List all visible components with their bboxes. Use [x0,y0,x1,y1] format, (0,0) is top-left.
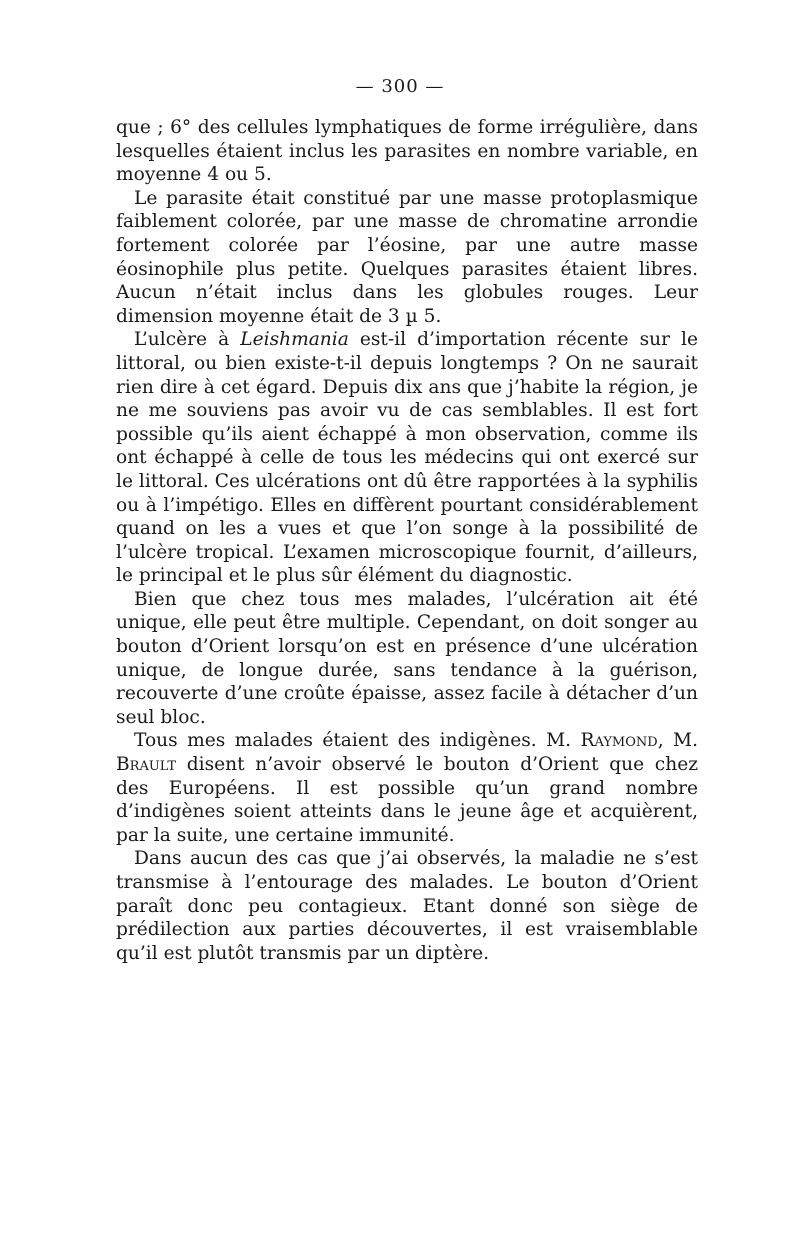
paragraph-5-rest: disent n’avoir observé le bouton d’Orient que chez des Européens. Il est possible qu’un grand nombre d’indigènes soient atteints dans le jeune âge et acquièrent, par la suite, une certaine immunité. [116,754,698,846]
paragraph-3-rest: est-il d’importation récente sur le littoral, ou bien existe-t-il depuis longtemps ? On ne saurait rien dire à cet égard. Depuis dix ans que j’habite la région, je ne me souviens pas avoir vu de cas semblables. Il est fort possible qu’ils aient échappé à mon observation, comme ils ont échappé à celle de tous les médecins qui ont exercé sur le littoral. Ces ulcérations ont dû être rapportées à la syphilis ou à l’impétigo. Elles en diffèrent pourtant considérablement quand on les a vues et que l’on songe à la possibilité de l’ulcère tropical. L’examen microscopique fournit, d’ailleurs, le principal et le plus sûr élément du diagnostic. [116,329,699,587]
page-number: — 300 — [355,76,445,97]
paragraph-2: Le parasite était constitué par une masse protoplasmique faiblement colorée, par une masse de chromatine arrondie fortement colorée par l’éosine, par une autre masse éosinophile plus petite. Quelques parasites étaient libres. Aucun n’était inclus dans les globules rouges. Leur dimension moyenne était de 3 µ 5. [116,187,698,327]
paragraph-3 [116,328,698,588]
leishmania-term: Leishmania [240,329,349,351]
paragraph-5 [116,729,698,847]
paragraph-6: Dans aucun des cas que j’ai observés, la maladie ne s’est transmise à l’entourage des malades. Le bouton d’Orient paraît donc peu contagieux. Etant donné son siège de prédilection aux parties découvertes, il est vraisemblable qu’il est plutôt transmis par un diptère. [116,848,698,964]
paragraph-4: Bien que chez tous mes malades, l’ulcération ait été unique, elle peut être multiple. Cependant, on doit songer au bouton d’Orient lorsqu’on est en présence d’une ulcération unique, de longue durée, sans tendance à la guérison, recouverte d’une croûte épaisse, assez facile à détacher d’un seul bloc. [116,588,698,728]
author-name-raymond: Raymond [580,730,658,752]
paragraph-3-start: L’ulcère à [134,329,241,351]
paragraph-5-middle: , M. [657,730,698,752]
paragraph-1: que ; 6° des cellules lymphatiques de forme irrégulière, dans lesquelles étaient inclus les parasites en nombre variable, en moyenne 4 ou 5. [116,117,698,186]
body-text [116,116,698,965]
author-name-brault: Brault [116,754,177,776]
paragraph-5-start: Tous mes malades étaient des indigènes. M. [134,730,581,752]
